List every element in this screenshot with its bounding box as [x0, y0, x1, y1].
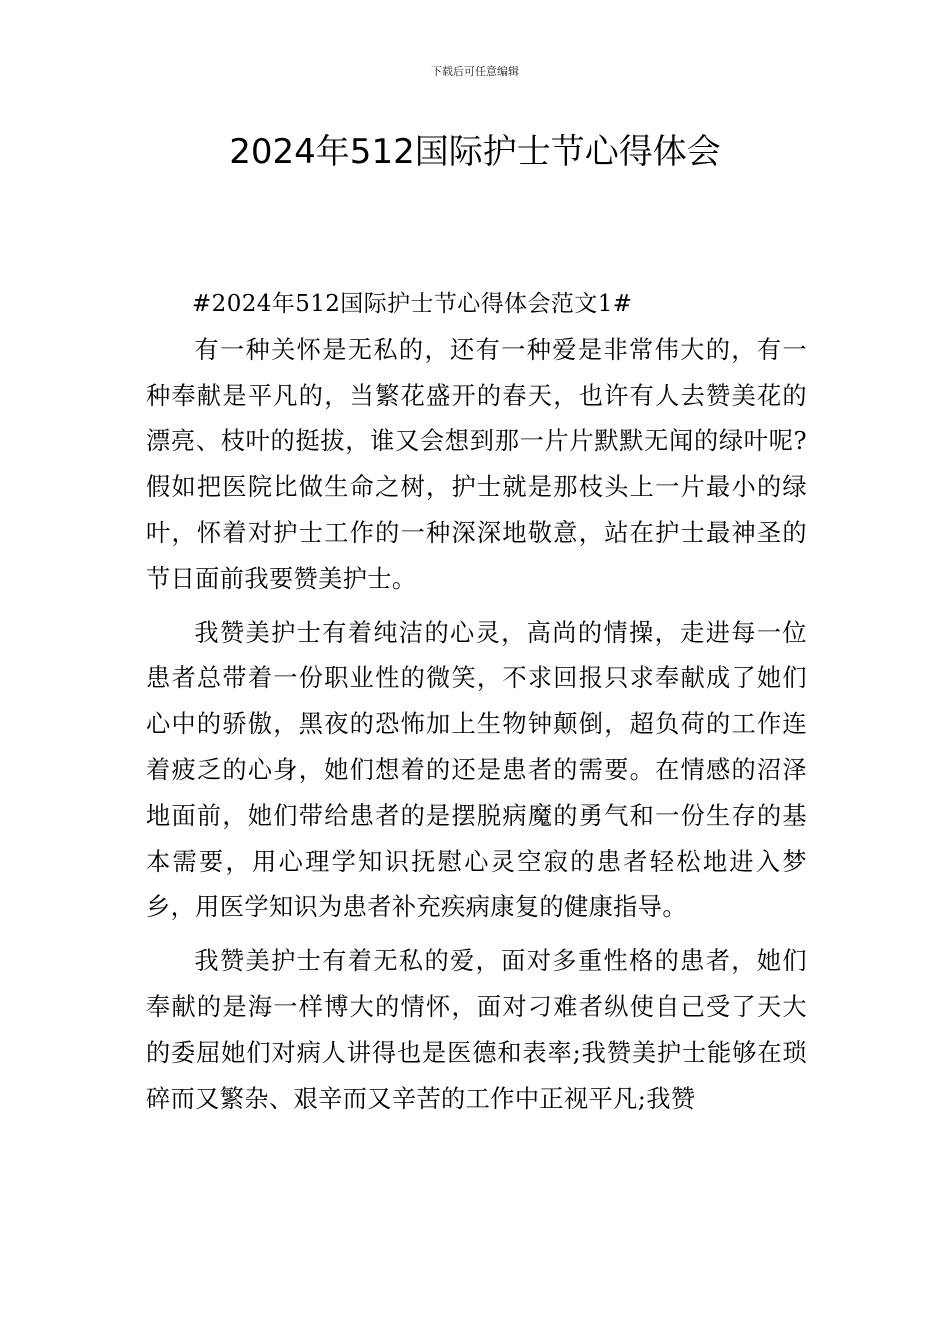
paragraph-2: 我赞美护士有着纯洁的心灵，高尚的情操，走进每一位患者总带着一份职业性的微笑，不求回报只求奉献成了她们心中的骄傲，黑夜的恐怖加上生物钟颠倒，超负荷的工作连着疲乏的心身，她们想着的还是患者的需要。在情感的沼泽地面前，她们带给患者的是摆脱病魔的勇气和一份生存的基本需要，用心理学知识抚慰心灵空寂的患者轻松地进入梦乡，用医学知识为患者补充疾病康复的健康指导。	[146, 618, 807, 922]
section-heading: #2024年512国际护士节心得体会范文1#	[192, 291, 633, 317]
document-body	[146, 282, 807, 1122]
header-note: 下载后可任意编辑	[431, 65, 519, 78]
document-title: 2024年512国际护士节心得体会	[229, 132, 721, 172]
paragraph-3: 我赞美护士有着无私的爱，面对多重性格的患者，她们奉献的是海一样博大的情怀，面对刁难者纵使自己受了天大的委屈她们对病人讲得也是医德和表率;我赞美护士能够在琐碎而又繁杂、艰辛而又辛苦的工作中正视平凡;我赞	[146, 947, 807, 1113]
paragraph-1: 有一种关怀是无私的，还有一种爱是非常伟大的，有一种奉献是平凡的，当繁花盛开的春天，也许有人去赞美花的漂亮、枝叶的挺拔，谁又会想到那一片片默默无闻的绿叶呢?假如把医院比做生命之树，护士就是那枝头上一片最小的绿叶，怀着对护士工作的一种深深地敬意，站在护士最神圣的节日面前我要赞美护士。	[146, 335, 807, 593]
